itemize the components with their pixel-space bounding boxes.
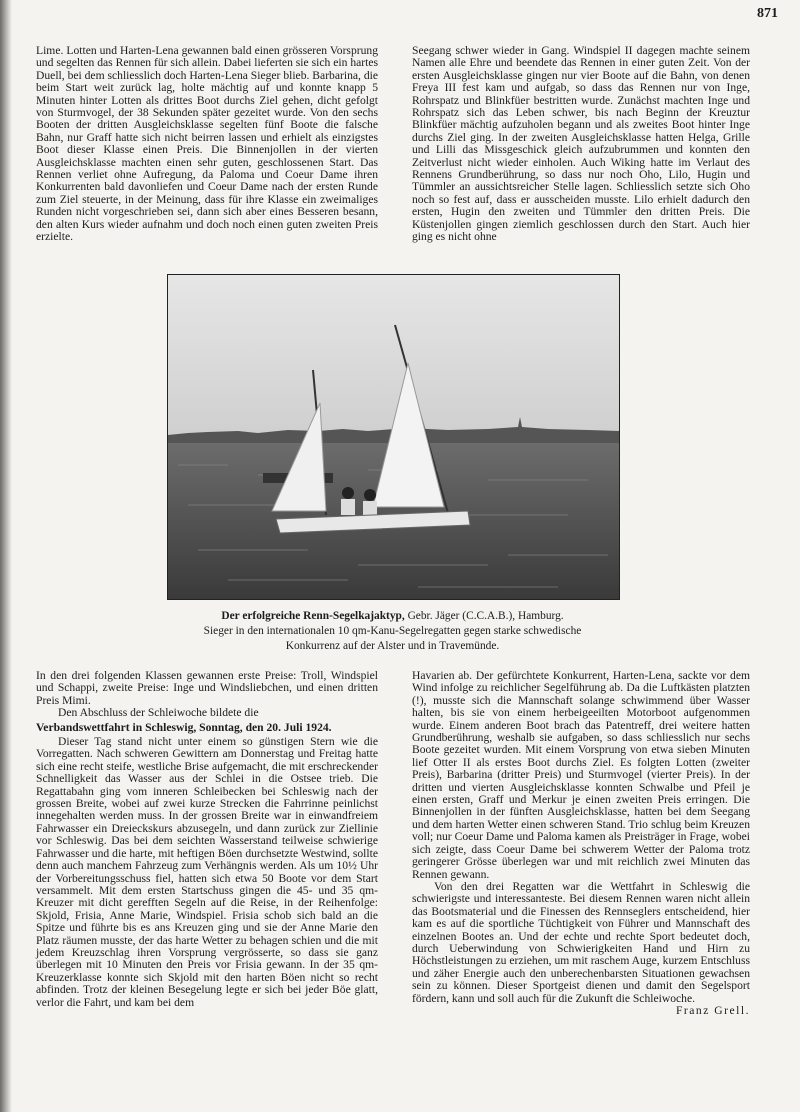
article-column-top-right bbox=[412, 45, 750, 244]
caption-line-3: Konkurrenz auf der Alster und in Travemünde. bbox=[285, 640, 500, 652]
caption-title: Der erfolgreiche Renn-Segelkajaktyp, bbox=[221, 610, 405, 622]
author-signature bbox=[412, 1005, 750, 1017]
photo-image bbox=[168, 275, 619, 599]
paragraph: Lime. Lotten und Harten-Lena gewannen bald einen grösseren Vorsprung und segelten das Rennen für sich allein. Dabei lieferten sie sich ein hartes Duell, bei dem schliesslich doch Harten-Lena Sieger blieb. Barbarina, die beim Start weit zurück lag, holte mächtig auf und konnte knapp 5 Minuten hinter Lotten als drittes Boot durchs Ziel gehen, dicht gefolgt von Sturmvogel, der 38 Sekunden später gezeitet wurde. Von den sechs Booten der dritten Ausgleichsklasse segelten fünf Boote die falsche Bahn, nur Graff hatte sich nicht beirren lassen und erhielt als einzigstes Boot dieser Klasse einen Preis. Die Binnenjollen in der vierten Ausgleichsklasse machten einen sehr guten, geschlossenen Start. Das Rennen verliet ohne Aufregung, da Paloma und Coeur Dame ihren Konkurrenten bald davonliefen und Coeur Dame nach der ersten Runde zum Ziel steuerte, in der Meinung, dass für ihre Klasse ein zweimaliges Runden nicht vorgeschrieben sei, dann sich aber eines Besseren besann, den alten Kurs wieder aufnahm und doch noch einen guten zweiten Preis erzielte. bbox=[36, 44, 378, 244]
article-column-bottom-right bbox=[412, 670, 750, 1017]
page-binding-edge bbox=[0, 0, 12, 1112]
caption-line-2: Sieger in den internationalen 10 qm-Kanu-Segelregatten gegen starke schwedische bbox=[203, 625, 582, 637]
section-heading: Verbandswettfahrt in Schleswig, Sonntag, den 20. Juli 1924. bbox=[36, 720, 332, 734]
paragraph: In den drei folgenden Klassen gewannen erste Preise: Troll, Windspiel und Schappi, zweite Preise: Inge und Windsliebchen, und einen dritten Preis Mimi. bbox=[36, 669, 378, 707]
article-column-top-left bbox=[36, 45, 378, 244]
author-name: Franz Grell. bbox=[675, 1003, 750, 1017]
article-column-bottom-left bbox=[36, 670, 378, 1009]
paragraph: Von den drei Regatten war die Wettfahrt in Schleswig die schwierigste und interessanteste. Bei diesem Rennen waren nicht allein das Bootsmaterial und die Finessen des Rennseglers entscheidend, hier kam es auf die sportliche Tüchtigkeit von Führer und Mannschaft des einzelnen Bootes an. Und der echte und rechte Sport bedeutet doch, durch Ueberwindung von Schwierigkeiten Hand und Hirn zu Höchstleistungen zu erziehen, um mit raschem Auge, kurzem Entschluss und zäher Energie auch den unberechenbarsten Situationen gewachsen sein zu können. Dieser Sportgeist dienen und damit den Segelsport fördern, kann und soll auch für die Zukunft die Schleiwoche. bbox=[412, 879, 750, 1005]
page-number: 871 bbox=[757, 6, 778, 21]
paragraph: Den Abschluss der Schleiwoche bildete die bbox=[58, 706, 259, 720]
caption-builder: Gebr. Jäger (C.C.A.B.), Hamburg. bbox=[404, 610, 564, 622]
paragraph: Seegang schwer wieder in Gang. Windspiel II dagegen machte seinem Namen alle Ehre und beendete das Rennen in einer guten Zeit. Von der ersten Ausgleichsklasse gingen nur vier Boote auf die Bahn, von denen Freya III fest kam und aufgab, so dass das Rennen nur von Inge, Rohrspatz und Blinkfüer bestritten wurde. Zunächst machten Inge und Rohrspatz sich das Leben schwer, bis nach Beginn der Kreuztur Blinkfüer mächtig aufzuholen begann und als zweites Boot hinter Inge durchs Ziel ging. In der zweiten Ausgleichsklasse hatten Helga, Grille und Lilli das Missgeschick gleich aufzubrummen und konnten den Zeitverlust nicht wieder einholen. Auch Wiking hatte im Verlaut des Rennens Grundberührung, so dass nur noch Oho, Lilo, Hugin und Tümmler an aussichtsreicher Stelle lagen. Schliesslich setzte sich Oho noch so fest auf, dass er ausscheiden musste. Lilo erhielt dadurch den ersten, Hugin den zweiten und Tümmler den dritten Preis. Die Küstenjollen gingen ziemlich geschlossen durch den Start. Auch hier ging es nicht ohne bbox=[412, 44, 750, 244]
caption-line-1 bbox=[120, 609, 665, 624]
paragraph: Dieser Tag stand nicht unter einem so günstigen Stern wie die Vorregatten. Nach schweren Gewittern am Donnerstag und Freitag hatte sich eine recht steife, westliche Brise aufgemacht, die mit erschreckender Schnelligkeit das Wasser aus der Schlei in die Ostsee trieb. Die Regattabahn ging vom inneren Schleibecken bei Schleswig nach der grossen Breite, wobei auf zwei kurze Strecken die Fahrrinne peinlichst innegehalten werden muss. In der grossen Breite war in einwandfreiem Fahrwasser ein Dreieckskurs abzusegeln, und dann zurück zur Ziellinie vor Schleswig. Das bei dem seichten Wasserstand teilweise schwierige Fahrwasser und die harte, mit heftigen Böen durchsetzte Westwind, sollte denn auch manchem Fahrzeug zum Verhängnis werden. Als um 10½ Uhr der Vorbereitungsschuss fiel, hatten sich etwa 50 Boote vor dem Start versammelt. Mit dem ersten Startschuss gingen die 45- und 35 qm-Kreuzer mit dicht gerefften Segeln auf die Reise, in der Reihenfolge: Skjold, Frisia, Anne Marie, Windspiel. Frisia schob sich bald an die Spitze und führte bis es ans Kreuzen ging und sie der Anne Marie den Platz räumen musste, der das harte Wetter zu behagen schien und die mit jedem Kreuzschlag ihren Vorsprung vergrösserte, so dass sie ganz überlegen mit 10 Minuten den Preis vor Frisia gewann. In der 35 qm-Kreuzerklasse konnte sich Skjold mit den harten Böen nicht so recht abfinden. Trotz der kleinen Besegelung legte er sich bei jeder Böe glatt, verlor die Fahrt, und kam bei dem bbox=[36, 735, 378, 1009]
sailing-kayak-photo bbox=[167, 274, 620, 600]
photo-caption bbox=[120, 609, 665, 654]
paragraph: Havarien ab. Der gefürchtete Konkurrent, Harten-Lena, sackte vor dem Wind infolge zu reichlicher Segelführung ab. Da die Luftkästen platzten (!), musste sich die Mannschaft solange schwimmend über Wasser halten, bis sie von einem herbeigeeilten Motorboot aufgenommen wurde. Einem anderen Boot brach das Patentreff, drei weitere hatten Grundberührung, weshalb sie aufgaben, so dass schliesslich nur sechs Boote gezeitet wurden. Mit einem Vorsprung von etwa sieben Minuten lief Otter II als erstes Boot durchs Ziel. Es folgten Lotten (zweiter Preis), Barbarina (dritter Preis) und Sturmvogel (vierter Preis). In der dritten und vierten Ausgleichsklasse konnten Schwalbe und Pfeil je einen ersten, Graff und Merkur je einen zweiten Preis erringen. Die Binnenjollen in der fünften Ausgleichsklasse, hatten bei dem Seegang und dem harten Wetter einen schweren Stand. Trio schlug beim Kreuzen voll; nur Coeur Dame und Paloma kamen als Preisträger in Frage, wobei sich zeigte, dass Coeur Dame bei schwerem Wetter der Paloma trotz geringerer Grösse überlegen war und mit reichlich zwei Minuten das Rennen gewann. bbox=[412, 669, 750, 881]
